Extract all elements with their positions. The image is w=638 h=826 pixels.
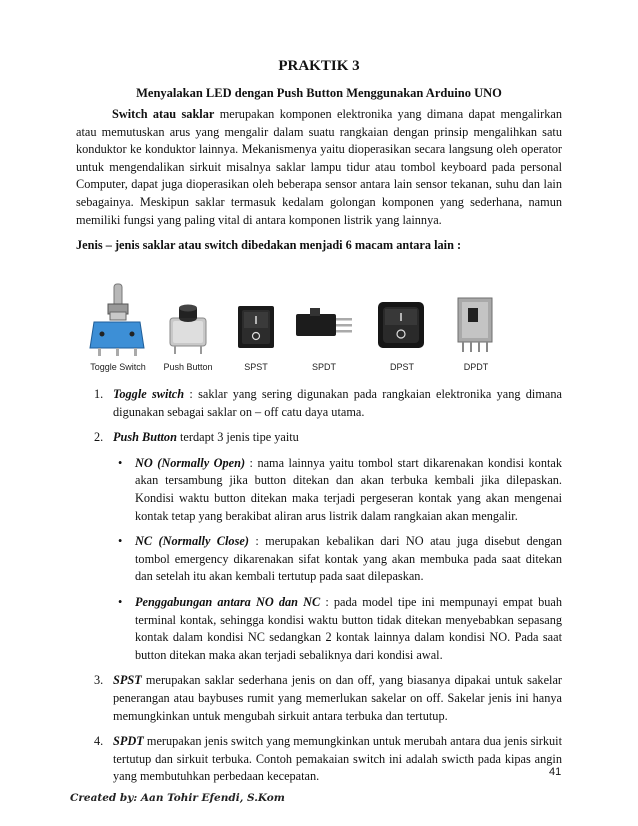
- list-number: 4.: [94, 734, 104, 749]
- sub-list-item: [76, 594, 562, 664]
- figure-label: SPST: [244, 362, 268, 372]
- list-text: merupakan saklar sederhana jenis on dan off, yang biasanya dipakai untuk sakelar penerangan atau baybuses rumit yang memerlukan sakelar on off. Sakelar jenis ini hanya memungkinkan untuk mengubah sirkuit antara terbuka dan tertutup.: [113, 673, 562, 723]
- list-text: merupakan jenis switch yang memungkinkan untuk merubah antara dua jenis sirkuit tertutup dan sirkuit terbuka. Contoh pemakaian switch ini adalah swicth pada kipas angin yang membutuhkan perbedaan kecepatan.: [113, 734, 562, 784]
- list-item: [76, 733, 562, 786]
- list-term: SPDT: [113, 734, 144, 749]
- list-term: Toggle switch: [113, 387, 185, 401]
- intro-text: merupakan komponen elektronika yang dimana dapat mengalirkan atau memutuskan arus yang mengalir dalam suatu rangkaian dengan prinsip mengalihkan satu konduktor ke konduktor lainnya. Mekanismenya yaitu dioperasikan secara langsung oleh operator untuk mengendalikan sirkuit misalnya saklar lampu tidur atau tombol keyboard pada personal Computer, dapat juga dioperasikan oleh beberapa sensor antara lain sensor tekanan, suhu dan lain sebagainya. Meskipun saklar termasuk kedalam golongan komponen yang sederhana, namun memiliki fungsi yang paling vital di antara komponen listrik yang lainnya.: [76, 107, 562, 227]
- sub-text: : merupakan kebalikan dari NO atau juga disebut dengan tombol emergency dikarenakan sifat kontak yang akan membuka pada saat ditekan dan setelah itu akan kembali tertutup pada saat dilepaskan.: [135, 534, 563, 584]
- toggle-switch-image: [78, 282, 158, 372]
- page-number: 41: [549, 766, 562, 778]
- bullet: •: [118, 534, 123, 549]
- bullet: •: [118, 455, 123, 470]
- figure-label: Push Button: [163, 362, 213, 372]
- intro-paragraph: [76, 106, 562, 229]
- page-subtitle: Menyalakan LED dengan Push Button Menggunakan Arduino UNO: [136, 86, 502, 100]
- list-text: : saklar yang sering digunakan pada rangkaian elektronika yang dimana digunakan sebagai saklar on – off catu daya utama.: [113, 387, 562, 419]
- list-number: 2.: [94, 430, 104, 445]
- switch-types-list: [76, 386, 562, 794]
- page-title: PRAKTIK 3: [278, 58, 360, 74]
- figure-label: DPST: [389, 362, 414, 372]
- list-item: [76, 672, 562, 725]
- sub-term: Penggabungan antara NO dan NC: [135, 594, 321, 609]
- figure-label: DPDT: [463, 362, 489, 372]
- figure-label: Toggle Switch: [90, 362, 146, 372]
- figure-label: SPDT: [311, 362, 336, 372]
- list-term: SPST: [113, 673, 142, 688]
- dpdt-switch-image: [436, 282, 516, 372]
- list-term: Push Button: [113, 430, 177, 445]
- sub-text: : nama lainnya yaitu tombol start dikarenakan kondisi kontak akan tersambung jika button ditekan dan akan terbuka kembali jika dilepaskan. Kondisi waktu button ditekan maka terjadi pergeseran kontak yang akan mengenai kontak tetap yang berakibat aliran arus listrik dalam rangkaian akan mengalir.: [135, 455, 562, 523]
- list-number: 1.: [94, 387, 104, 401]
- list-item: [76, 429, 562, 447]
- sub-list-item: [76, 533, 562, 586]
- sub-term: NO (Normally Open): [135, 455, 246, 470]
- sub-text: : pada model tipe ini mempunayi empat buah terminal kontak, sehingga kondisi waktu button tidak ditekan menyebabkan sepasang kontak dalam kondisi NC sedangkan 2 kontak lainnya dalam kondisi NO. Pada saat button ditekan maka akan terjadi sebaliknya dari kondisi awal.: [135, 594, 562, 662]
- intro-term: Switch atau saklar: [112, 107, 215, 121]
- footer-credit: Created by: Aan Tohir Efendi, S.Kom: [70, 792, 285, 804]
- bullet: •: [118, 594, 123, 609]
- list-text: terdapt 3 jenis tipe yaitu: [176, 430, 299, 445]
- sub-term: NC (Normally Close): [135, 534, 249, 549]
- dpst-switch-image: [362, 282, 442, 372]
- jenis-heading: Jenis – jenis saklar atau switch dibedakan menjadi 6 macam antara lain :: [76, 238, 462, 252]
- sub-list-item: [76, 455, 562, 525]
- switch-types-figure: [86, 282, 536, 372]
- list-number: 3.: [94, 673, 104, 688]
- spdt-switch-image: [284, 282, 364, 372]
- list-item: [76, 386, 562, 421]
